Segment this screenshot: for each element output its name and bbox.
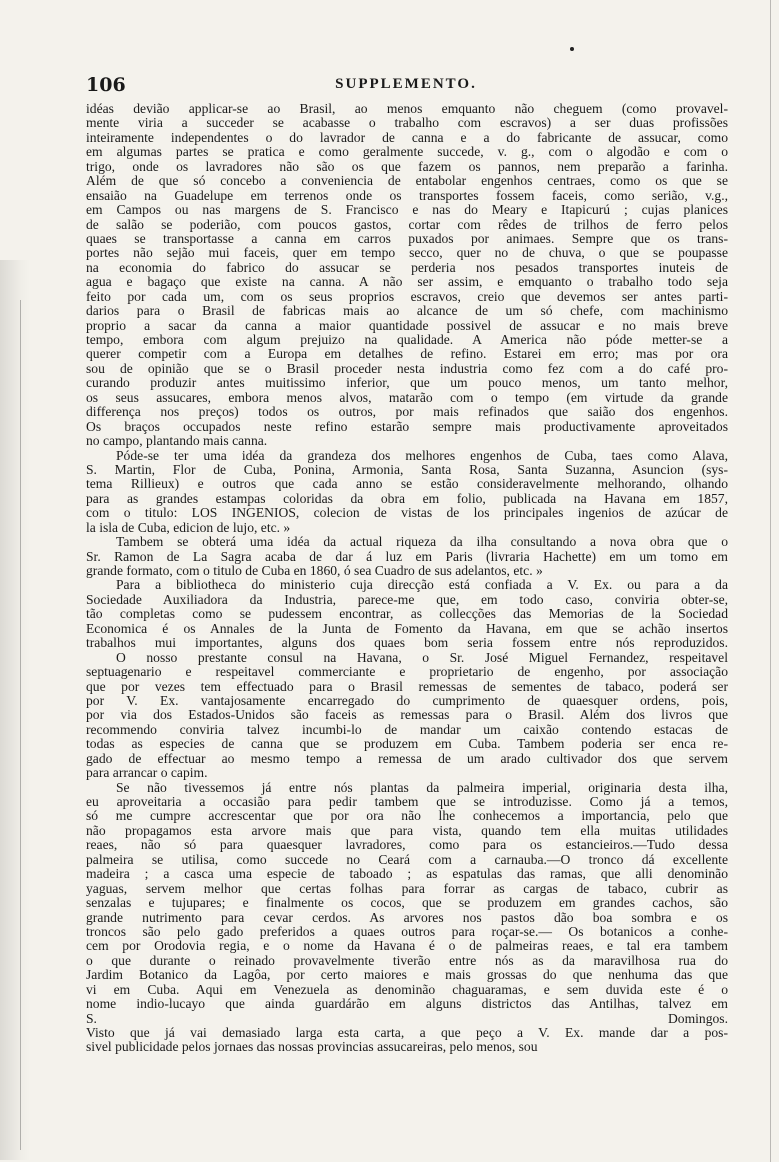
text-line: curando produzir antes muitissimo inferior, que um pouco menos, um tanto melhor, (86, 376, 728, 391)
text-line: troncos são pelo gado preferidos a quaes outros para roçar-se.— Os botanicos a conhe- (86, 924, 728, 939)
text-line: palmeira se utilisa, como succede no Ceará com a carnauba.—O tronco dá excellente (86, 852, 728, 867)
text-line: Visto que já vai demasiado larga esta carta, a que peço a V. Ex. mande dar a pos- (86, 1026, 728, 1040)
text-line: S. Domingos. (86, 1011, 728, 1026)
text-line: septuagenario e respeitavel commerciante e proprietario de engenho, por associação (86, 665, 728, 680)
text-line: para as grandes estampas coloridas da obra em folio, publicada na Havana em 1857, (86, 491, 728, 506)
text-line: Para a bibliotheca do ministerio cuja direcção está confiada a V. Ex. ou para a da (116, 578, 728, 593)
page-edge (770, 0, 771, 1162)
text-line: querer competir com a Europa em detalhes de refino. Estarei em erro; mas por ora (86, 347, 728, 362)
text-line: senzalas e tujupares; e finalmente os cocos, que se produzem em grandes cachos, são (86, 896, 728, 911)
text-line: S. Martin, Flor de Cuba, Ponina, Armonia, Santa Rosa, Santa Suzanna, Asuncion (sys- (86, 462, 728, 477)
text-line: Tambem se obterá uma idéa da actual riqueza da ilha consultando a nova obra que o (116, 535, 728, 550)
text-line: grande nutrimento para cevar cerdos. As arvores nos pastos dão boa sombra e os (86, 910, 728, 925)
text-line: sivel publicidade pelos jornaes das nossas provincias assucareiras, pelo menos, sou (86, 1040, 538, 1055)
text-line: os seus assucares, embora menos alvos, matarão com o tempo (em virtude da grande (86, 390, 728, 405)
text-line: vi em Cuba. Aqui em Venezuela as denominão chaguaramas, e sem duvida este é o (86, 982, 728, 997)
text-line: differença nos preços) todos os outros, por mais refinados que saião dos engenhos. (86, 405, 728, 420)
text-line: com o titulo: LOS INGENIOS, colecion de vistas de los principales ingenios de azúcar de (86, 506, 728, 521)
text-line: não propagamos esta arvore mais que para vista, quando tem ella muitas utilidades (86, 823, 728, 838)
text-line: Os braços occupados neste refino estarão sempre mais productivamente aproveitados (86, 419, 728, 434)
text-line: grande formato, com o titulo de Cuba en 1860, ó sea Cuadro de sus adelantos, etc. » (86, 564, 543, 578)
text-line: tão completas como se pudessem encontrar, as collecções das Memorias de la Sociedad (86, 607, 728, 622)
text-line: recommendo conviria talvez incumbi-lo de mandar um caixão contendo estacas de (86, 722, 728, 737)
text-line: eu aproveitaria a occasião para pedir tambem que se introduzisse. Como já a temos, (86, 795, 728, 809)
text-line: ensaião na Guadelupe em terrenos onde os transportes fossem faceis, como serião, v.g., (86, 188, 728, 203)
text-line: em algumas partes se pratica e como geralmente succede, v. g., com o algodão e com o (86, 145, 728, 160)
text-line: em Campos ou nas margens de S. Francisco e nas do Meary e Itapicurú ; cujas planices (86, 203, 728, 218)
text-line: Póde-se ter uma idéa da grandeza dos melhores engenhos de Cuba, taes como Alava, (116, 448, 728, 463)
text-line: agua e bagaço que existe na canna. A não ser assim, e emquanto o trabalho todo seja (86, 275, 728, 290)
text-line: no campo, plantando mais canna. (86, 434, 268, 449)
text-line: inteiramente independentes o do lavrador de canna e a do fabricante de assucar, como (86, 130, 728, 145)
text-line: todas as especies de canna que se produzem em Cuba. Tambem poderia ser enca re- (86, 737, 728, 752)
text-line: sou de opinião que se o Brasil proceder nesta industria como fez com a do café pro- (86, 361, 728, 376)
text-line: por via dos Estados-Unidos são faceis as remessas para o Brasil. Além dos livros que (86, 708, 728, 723)
text-line: Se não tivessemos já entre nós plantas da palmeira imperial, originaria desta ilha, (116, 780, 728, 795)
text-line: la isla de Cuba, edicion de lujo, etc. » (86, 520, 291, 535)
text-line: tema Rillieux) e outros que cada anno se estão consideravelmente melhorando, olhando (86, 477, 728, 492)
text-line: tempo, embora com algum prejuizo na qualidade. A America não póde metter-se a (86, 333, 728, 347)
text-line: gado de effectuar ao mesmo tempo a remessa de um arado cultivador dos que servem (86, 751, 728, 766)
text-line: nome indio-lucayo que ainda guardárão em alguns districtos das Antilhas, talvez em (86, 997, 728, 1012)
running-head: SUPPLEMENTO. (335, 76, 477, 92)
text-line: idéas devião applicar-se ao Brasil, ao menos emquanto não cheguem (como provavel- (86, 102, 728, 116)
text-line: O nosso prestante consul na Havana, o Sr. José Miguel Fernandez, respeitavel (116, 650, 728, 665)
text-line: Economica é os Annales de la Junta de Fomento da Havana, em que se achão insertos (86, 621, 728, 636)
text-line: só me cumpre accrescentar que por ora não lhe conhecemos a importancia, pelo que (86, 809, 728, 824)
text-line: quaes se transportasse a canna em carros puxados por animaes. Sempre que os trans- (86, 231, 728, 246)
text-line: feito por cada um, com os seus proprios escravos, creio que devemos ser antes parti- (86, 289, 728, 304)
text-line: na economia do fabrico do assucar se perderia nos pesados transportes inuteis de (86, 260, 728, 275)
text-line: reaes, não só para quaesquer lavradores, como para os estancieiros.—Tudo dessa (86, 838, 728, 853)
text-line: darios para o Brasil de fabricas mais ao alcance de um só chefe, com machinismo (86, 304, 728, 319)
binding-shadow (0, 260, 30, 1160)
text-line: portes não sejão mui faceis, quer em tempo secco, quer no de chuva, o que se poupasse (86, 246, 728, 261)
text-line: por V. Ex. vantajosamente encarregado do cumprimento de quaesquer ordens, pois, (86, 693, 728, 708)
text-line: mente viria a succeder se acabasse o trabalho com escravos) a ser duas profissões (86, 116, 728, 131)
text-line: Sr. Ramon de La Sagra acaba de dar á luz em Paris (livraria Hachette) em um tomo em (86, 549, 728, 564)
text-line: para arrancar o capim. (86, 766, 208, 781)
text-line: Sociedade Auxiliadora da Industria, parece-me que, em todo caso, conviria obter-se, (86, 592, 728, 607)
page-number: 106 (86, 74, 126, 96)
text-line: cem por Orodovia regia, e o nome da Havana é o de palmeiras reaes, e tal era tambem (86, 939, 728, 954)
text-line: trabalhos mui importantes, alguns dos quaes bom seria fossem entre nós reproduzidos. (86, 636, 728, 651)
body-text (86, 102, 728, 1055)
page-header (86, 74, 726, 98)
text-line: yaguas, servem melhor que certas folhas para forrar as cargas de tabaco, cubrir as (86, 881, 728, 896)
text-line: de salão se poderião, com poucos gastos, cortar com rêdes de trilhos de ferro pelos (86, 217, 728, 232)
text-line: Além de que só concebo a conveniencia de entabolar engenhos centraes, como os que se (86, 174, 728, 189)
text-line: o que durante o reinado provavelmente tiverão entre nós as da maravilhosa rua do (86, 953, 728, 968)
text-line: proprio a sacar da canna a maior quantidade possivel de assucar e no mais breve (86, 318, 728, 333)
binding-edge (20, 300, 21, 1150)
text-line: trigo, onde os lavradores não são os que fazem os pannos, nem preparão a farinha. (86, 159, 728, 174)
text-line: que por vezes tem effectuado para o Brasil remessas de sementes de tabaco, poderá ser (86, 679, 728, 694)
text-line: madeira ; a casca uma especie de taboado ; as espatulas das ramas, que alli denominão (86, 867, 728, 882)
ink-speck (570, 47, 574, 51)
text-line: Jardim Botanico da Lagôa, por certo maiores e mais grossas do que nenhuma das que (86, 968, 728, 983)
